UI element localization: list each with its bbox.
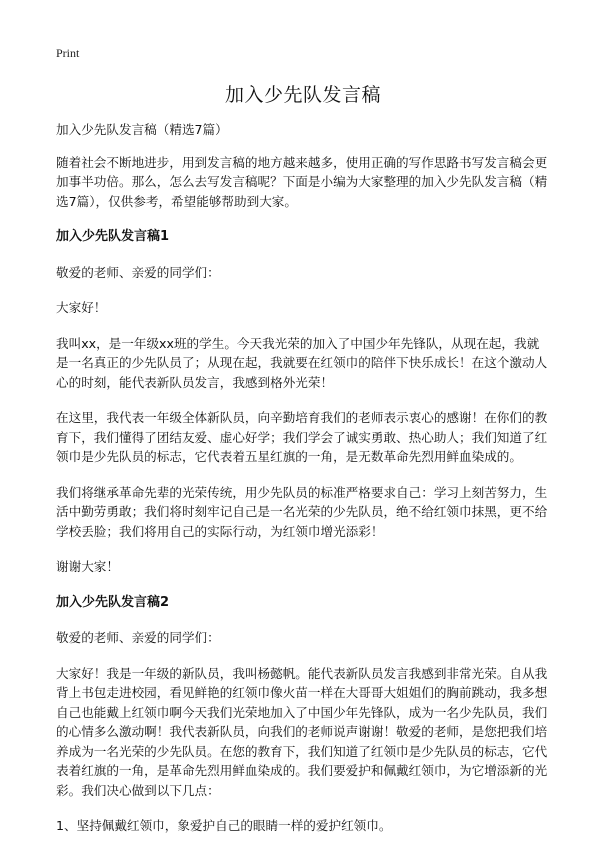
section1-paragraph-3: 我们将继承革命先辈的光荣传统，用少先队员的标准严格要求自己：学习上刻苦努力，生活中勤劳勇敢；我们将时刻牢记自己是一名光荣的少先队员，绝不给红领巾抹黑，更不给学校丢脸；我们将用自己的实际行动，为红领巾增光添彩！ xyxy=(56,484,548,539)
document-title: 加入少先队发言稿 xyxy=(224,84,381,106)
section-heading-1: 加入少先队发言稿1 xyxy=(56,229,170,244)
section2-list-item-1: 1、坚持佩戴红领巾，象爱护自己的眼睛一样的爱护红领巾。 xyxy=(56,818,392,833)
section1-paragraph-1: 我叫xx，是一年级xx班的学生。今天我光荣的加入了中国少年先锋队，从现在起，我就是一名真正的少先队员了；从现在起，我就要在红领巾的陪伴下快乐成长！在这个激动人心的时刻，能代表新队员发言，我感到格外光荣！ xyxy=(56,335,548,390)
intro-paragraph: 随着社会不断地进步，用到发言稿的地方越来越多，使用正确的写作思路书写发言稿会更加事半功倍。那么，怎么去写发言稿呢？下面是小编为大家整理的加入少先队发言稿（精选7篇），仅供参考，希望能够帮助到大家。 xyxy=(56,154,548,209)
section2-paragraph-1: 大家好！我是一年级的新队员，我叫杨懿帆。能代表新队员发言我感到非常光荣。自从我背上书包走进校园，看见鲜艳的红领巾像火苗一样在大哥哥大姐姐们的胸前跳动，我多想自己也能戴上红领巾啊今天我们光荣地加入了中国少年先锋队，成为一名少先队员，我们的心情多么激动啊！我代表新队员，向我们的老师说声谢谢！敬爱的老师，是您把我们培养成为一名光荣的少先队员。在您的教育下，我们知道了红领巾是少先队员的标志，它代表着红旗的一角，是革命先烈用鲜血染成的。我们要爱护和佩戴红领巾，为它增添新的光彩。我们决心做到以下几点： xyxy=(56,665,548,798)
section1-greeting: 敬爱的老师、亲爱的同学们： xyxy=(56,264,220,280)
section-heading-2: 加入少先队发言稿2 xyxy=(56,594,170,610)
section1-paragraph-2: 在这里，我代表一年级全体新队员，向辛勤培育我们的老师表示衷心的感谢！在你们的教育下，我们懂得了团结友爱、虚心好学；我们学会了诚实勇敢、热心助人；我们知道了红领巾是少先队员的标志，它代表着五星红旗的一角，是无数革命先烈用鲜血染成的。 xyxy=(56,410,548,464)
document-subtitle: 加入少先队发言稿（精选7篇） xyxy=(56,122,228,137)
document-body xyxy=(56,120,550,844)
section1-hello: 大家好！ xyxy=(56,300,107,315)
print-link[interactable]: Print xyxy=(56,46,80,60)
section1-thanks: 谢谢大家！ xyxy=(56,559,119,574)
section2-greeting: 敬爱的老师、亲爱的同学们： xyxy=(56,630,220,645)
